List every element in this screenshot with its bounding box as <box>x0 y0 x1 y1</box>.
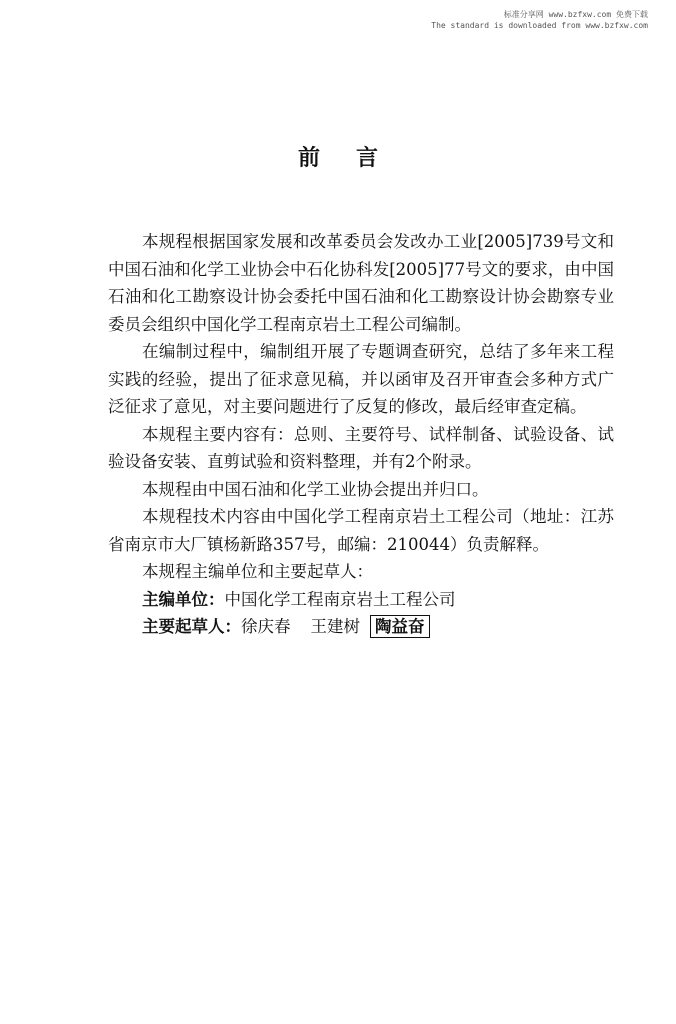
paragraph-credits-intro: 本规程主编单位和主要起草人： <box>142 562 373 581</box>
drafter-name: 王建树 <box>310 617 360 636</box>
paragraph-basis: 本规程根据国家发展和改革委员会发改办工业[2005]739号文和中国石油和化学工业协会中石化协科发[2005]77号文的要求，由中国石油和化工勘察设计协会委托中国石油和化工勘察设计协会勘察专业委员会组织中国化学工程南京岩土工程公司编制。 <box>108 232 614 334</box>
drafters-line <box>108 613 614 641</box>
chief-unit-value: 中国化学工程南京岩土工程公司 <box>224 589 456 609</box>
chief-unit-line <box>108 586 614 614</box>
drafter-name: 徐庆春 <box>241 617 291 636</box>
paragraph-proposer: 本规程由中国石油和化学工业协会提出并归口。 <box>142 479 489 499</box>
drafter-name-boxed: 陶益奋 <box>370 615 430 638</box>
watermark <box>431 9 648 31</box>
paragraph-process: 在编制过程中，编制组开展了专题调查研究，总结了多年来工程实践的经验，提出了征求意见稿，并以函审及召开审查会多种方式广泛征求了意见，对主要问题进行了反复的修改，最后经审查定稿。 <box>108 342 614 416</box>
drafters-label: 主要起草人： <box>142 617 241 636</box>
preface-body <box>108 228 614 641</box>
paragraph-contents: 本规程主要内容有：总则、主要符号、试样制备、试验设备、试验设备安装、直剪试验和资料整理，并有2个附录。 <box>108 424 614 471</box>
page-title: 前言 <box>297 146 414 171</box>
watermark-line-2: The standard is downloaded from www.bzfxw.com <box>431 21 648 30</box>
paragraph-interpretation: 本规程技术内容由中国化学工程南京岩土工程公司（地址：江苏省南京市大厂镇杨新路357号，邮编：210044）负责解释。 <box>108 507 614 554</box>
chief-unit-label: 主编单位： <box>142 589 225 609</box>
watermark-line-1: 标准分享网 www.bzfxw.com 免费下载 <box>503 10 648 19</box>
